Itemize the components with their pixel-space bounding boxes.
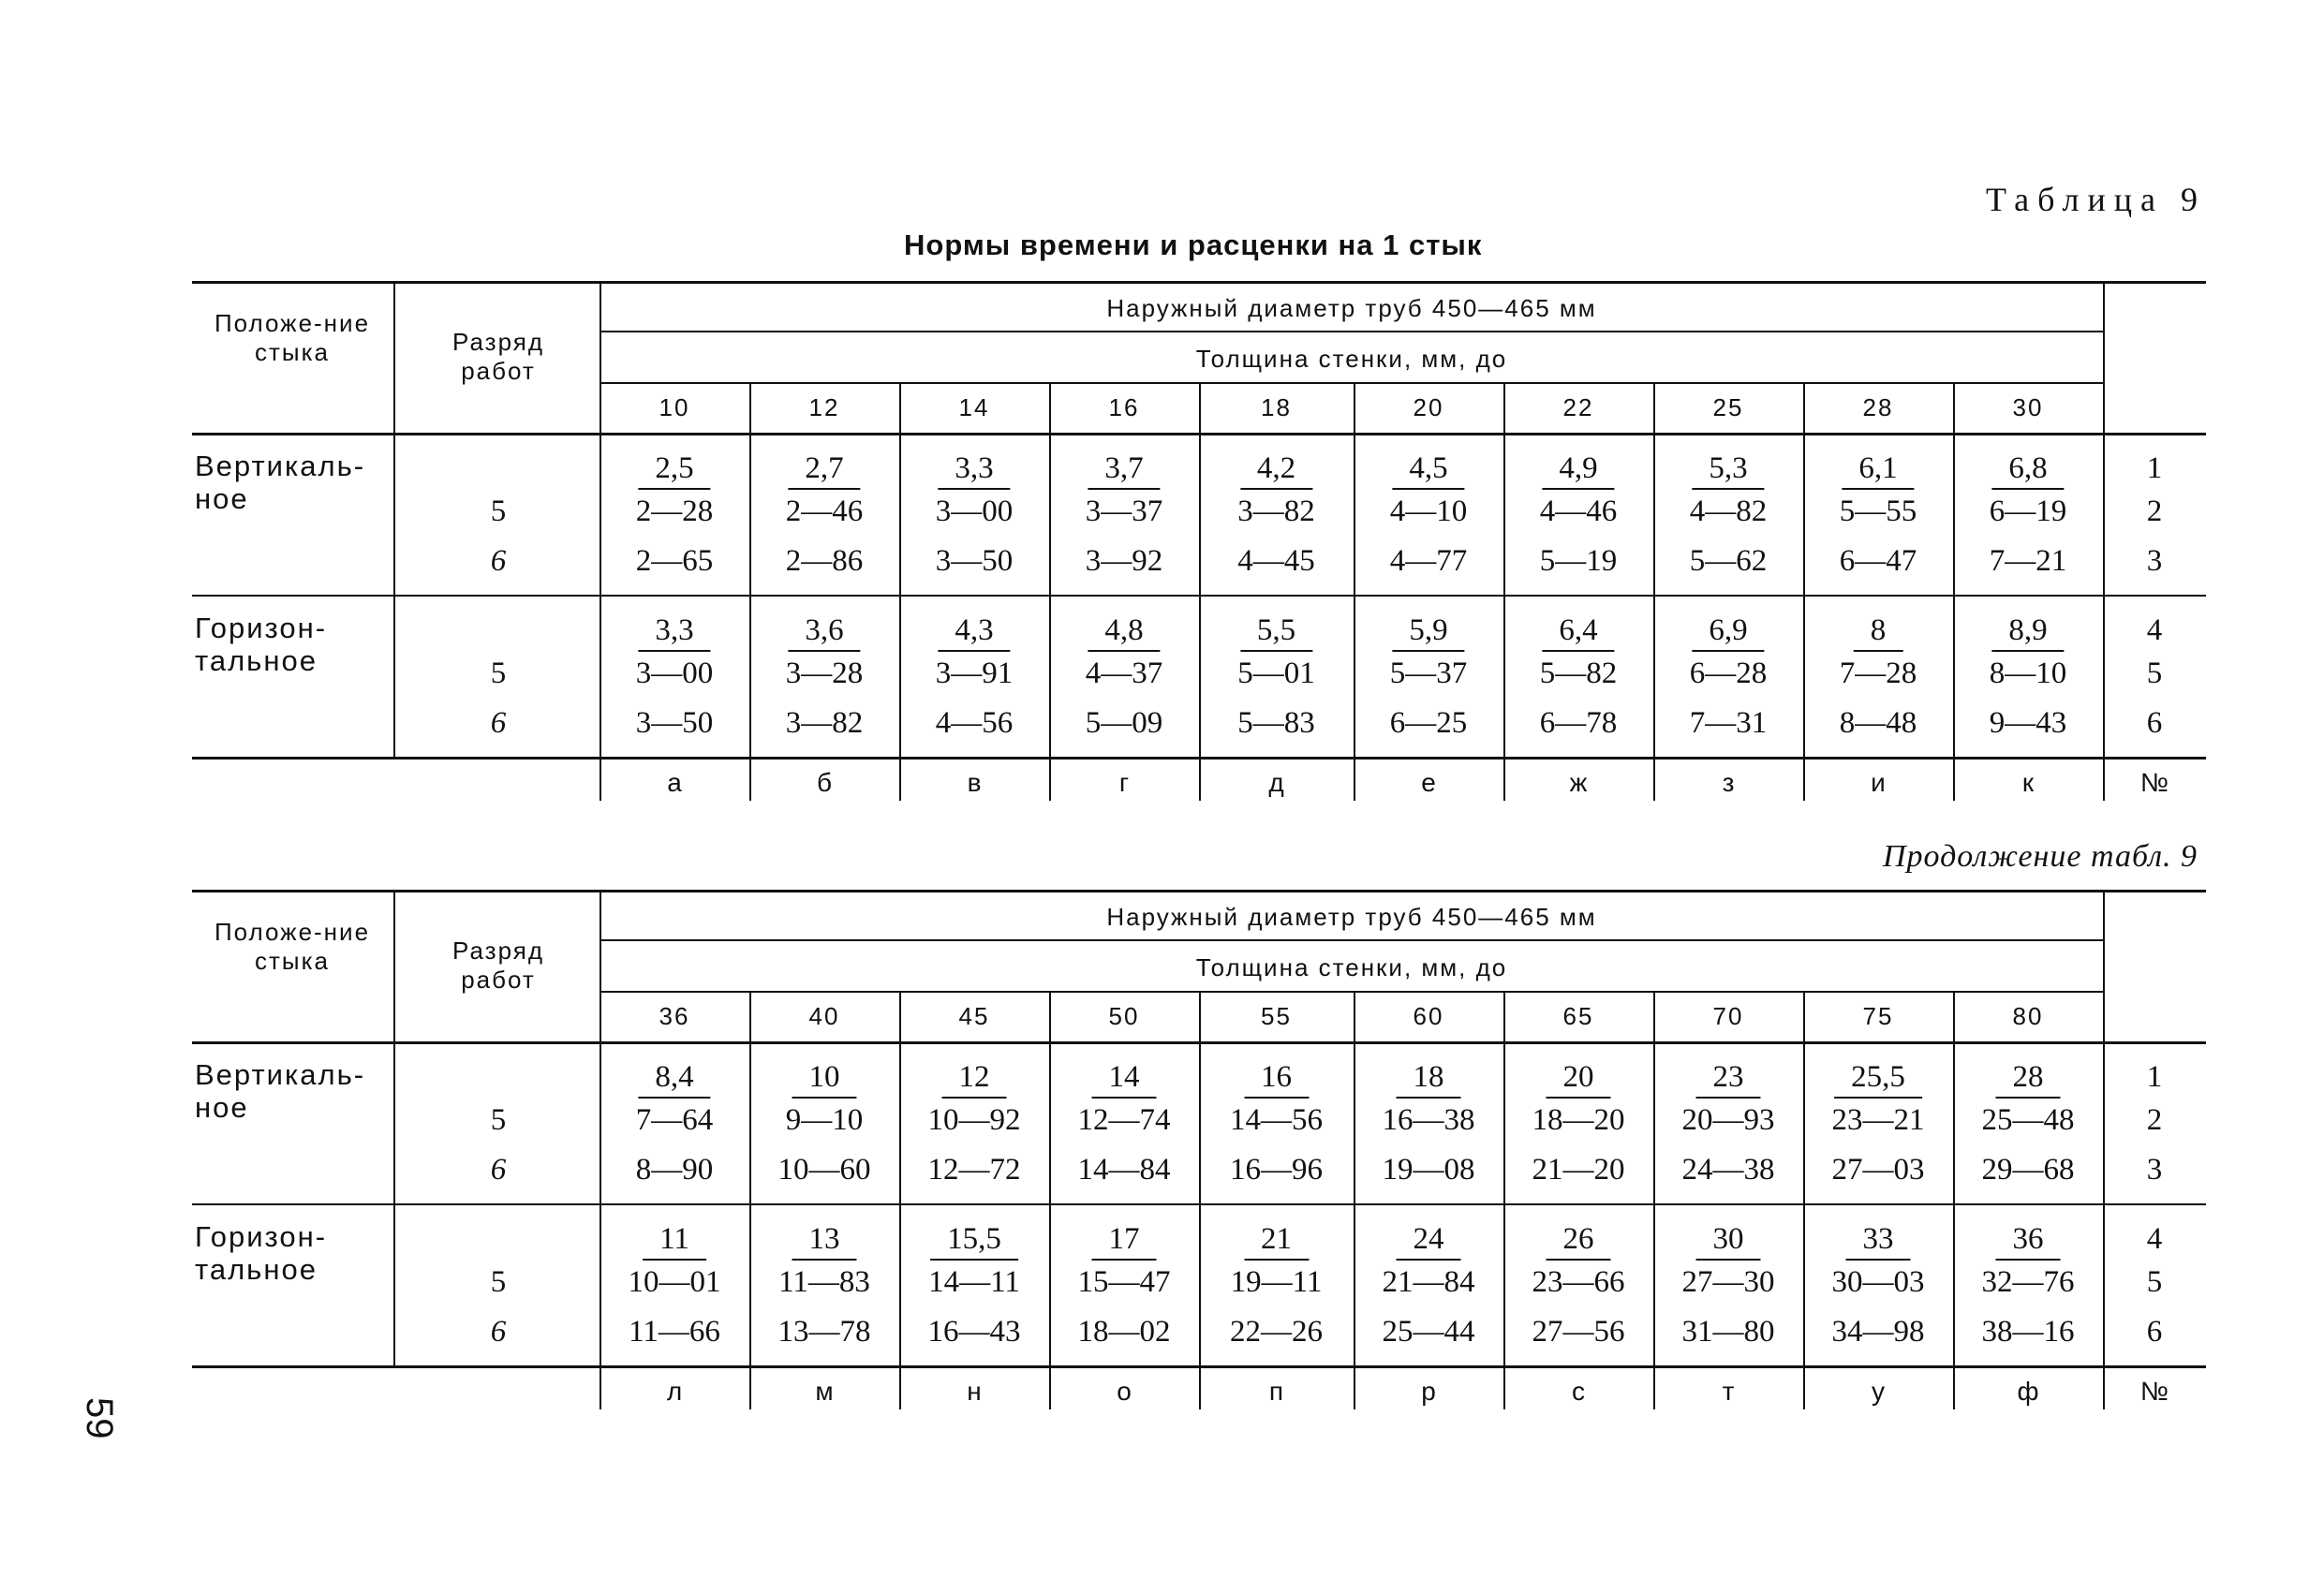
rule-line: [899, 433, 901, 801]
rate-grade-6: 2—86: [785, 544, 864, 578]
rule-line: [1503, 1041, 1505, 1409]
time-norm: 6,1: [1842, 451, 1914, 490]
rate-grade-5: 30—03: [1831, 1265, 1925, 1299]
thickness-value: 65: [1562, 1002, 1594, 1030]
rule-line: [1653, 382, 1655, 433]
thickness-value: 22: [1562, 393, 1594, 421]
rate-grade-6: 29—68: [1981, 1153, 2075, 1187]
rule-line: [1199, 1041, 1201, 1409]
rule-line: [1503, 991, 1505, 1041]
rule-line: [749, 433, 751, 801]
rate-grade-5: 3—00: [935, 494, 1014, 528]
grade-value: 6: [490, 1315, 507, 1349]
column-letter: г: [1118, 768, 1130, 797]
rate-grade-5: 14—56: [1230, 1103, 1323, 1137]
rule-line: [1653, 1041, 1655, 1409]
position-label: Вертикаль-ное: [195, 450, 366, 515]
rate-grade-6: 10—60: [777, 1153, 871, 1187]
time-norm: 20: [1547, 1060, 1611, 1099]
thickness-value: 18: [1261, 393, 1292, 421]
rate-grade-6: 16—96: [1230, 1153, 1323, 1187]
rule-line: [1049, 991, 1051, 1041]
grade-value: 6: [490, 544, 507, 578]
rule-line: [1354, 433, 1355, 801]
time-norm: 4,2: [1240, 451, 1312, 490]
grade-value: 5: [490, 1265, 507, 1299]
rule-line: [1503, 382, 1505, 433]
grade-value: 6: [490, 706, 507, 740]
table-label: Таблица 9: [1986, 181, 2206, 218]
rate-grade-5: 5—01: [1237, 656, 1315, 690]
rate-grade-5: 20—93: [1681, 1103, 1775, 1137]
time-norm: 14: [1092, 1060, 1157, 1099]
rule-line: [1503, 433, 1505, 801]
time-norm: 25,5: [1834, 1060, 1922, 1099]
rate-grade-5: 6—28: [1689, 656, 1768, 690]
rule-line: [393, 281, 395, 757]
norms-table-2: [0, 890, 2324, 1414]
rule-line: [600, 281, 601, 801]
rule-line: [1049, 1041, 1051, 1409]
time-norm: 11: [643, 1222, 706, 1261]
time-norm: 17: [1092, 1222, 1157, 1261]
rule-line: [1803, 1041, 1805, 1409]
time-norm: 21: [1244, 1222, 1309, 1261]
time-norm: 8,4: [638, 1060, 710, 1099]
rate-grade-6: 19—08: [1382, 1153, 1475, 1187]
time-norm: 10: [792, 1060, 857, 1099]
time-norm: 33: [1846, 1222, 1911, 1261]
grade-value: 6: [490, 1153, 507, 1187]
column-letter: е: [1421, 768, 1436, 797]
rate-grade-6: 6—78: [1539, 706, 1618, 740]
column-letter: ж: [1569, 768, 1588, 797]
rule-line: [600, 382, 2103, 384]
time-norm: 4,5: [1392, 451, 1464, 490]
number-column-label: №: [2139, 1377, 2169, 1406]
rate-grade-5: 27—30: [1681, 1265, 1775, 1299]
rule-line: [1803, 433, 1805, 801]
rate-grade-6: 21—20: [1532, 1153, 1625, 1187]
row-number: 6: [2146, 706, 2163, 740]
rate-grade-6: 11—66: [629, 1315, 720, 1349]
column-letter: р: [1421, 1377, 1436, 1406]
rate-grade-6: 9—43: [1989, 706, 2067, 740]
rate-grade-5: 23—21: [1831, 1103, 1925, 1137]
rate-grade-6: 4—56: [935, 706, 1014, 740]
thickness-header: Толщина стенки, мм, до: [1195, 345, 1508, 373]
thickness-value: 30: [2012, 393, 2044, 421]
rule-line: [600, 890, 601, 1409]
time-norm: 13: [792, 1222, 857, 1261]
rate-grade-5: 21—84: [1382, 1265, 1475, 1299]
column-letter: н: [967, 1377, 982, 1406]
time-norm: 4,9: [1542, 451, 1614, 490]
position-label: Горизон-тальное: [195, 1220, 328, 1286]
rate-grade-6: 34—98: [1831, 1315, 1925, 1349]
rule-line: [749, 1041, 751, 1409]
rate-grade-5: 11—83: [778, 1265, 870, 1299]
column-letter: ф: [2017, 1377, 2039, 1406]
rate-grade-5: 12—74: [1077, 1103, 1171, 1137]
rate-grade-5: 6—19: [1989, 494, 2067, 528]
thickness-value: 28: [1862, 393, 1894, 421]
rate-grade-6: 5—62: [1689, 544, 1768, 578]
time-norm: 30: [1696, 1222, 1761, 1261]
time-norm: 6,8: [1991, 451, 2064, 490]
rate-grade-5: 3—82: [1237, 494, 1315, 528]
row-number: 5: [2146, 1265, 2163, 1299]
thickness-value: 50: [1108, 1002, 1140, 1030]
time-norm: 24: [1397, 1222, 1461, 1261]
time-norm: 16: [1244, 1060, 1309, 1099]
rate-grade-6: 5—09: [1085, 706, 1163, 740]
thickness-value: 12: [808, 393, 840, 421]
rule-line: [192, 281, 2206, 284]
column-letter: а: [667, 768, 682, 797]
rate-grade-5: 3—00: [635, 656, 714, 690]
continuation-label: Продолжение табл. 9: [1883, 839, 2198, 874]
rate-grade-5: 32—76: [1981, 1265, 2075, 1299]
thickness-value: 55: [1261, 1002, 1292, 1030]
rate-grade-6: 7—31: [1689, 706, 1768, 740]
rate-grade-6: 18—02: [1077, 1315, 1171, 1349]
time-norm: 6,4: [1542, 613, 1614, 652]
rate-grade-6: 2—65: [635, 544, 714, 578]
rule-line: [1199, 433, 1201, 801]
rate-grade-5: 14—11: [928, 1265, 1020, 1299]
thickness-value: 25: [1712, 393, 1744, 421]
row-number: 2: [2146, 494, 2163, 528]
rate-grade-5: 10—01: [628, 1265, 721, 1299]
rule-line: [1653, 991, 1655, 1041]
row-number: 3: [2146, 544, 2163, 578]
time-norm: 8: [1854, 613, 1903, 652]
rate-grade-5: 4—46: [1539, 494, 1618, 528]
position-label: Горизон-тальное: [195, 612, 328, 677]
rule-line: [1049, 433, 1051, 801]
rule-line: [899, 1041, 901, 1409]
time-norm: 2,7: [788, 451, 860, 490]
thickness-value: 45: [958, 1002, 990, 1030]
rate-grade-5: 3—28: [785, 656, 864, 690]
position-header: Положе-ние стыка: [214, 309, 371, 366]
thickness-value: 80: [2012, 1002, 2044, 1030]
column-letter: п: [1268, 1377, 1284, 1406]
row-number: 2: [2146, 1103, 2163, 1137]
rate-grade-6: 3—92: [1085, 544, 1163, 578]
rate-grade-6: 4—45: [1237, 544, 1315, 578]
row-number: 5: [2146, 656, 2163, 690]
thickness-value: 75: [1862, 1002, 1894, 1030]
column-letter: з: [1722, 768, 1735, 797]
rule-line: [1199, 991, 1201, 1041]
rate-grade-5: 5—82: [1539, 656, 1618, 690]
column-letter: б: [816, 768, 833, 797]
thickness-value: 16: [1108, 393, 1140, 421]
rate-grade-6: 25—44: [1382, 1315, 1475, 1349]
thickness-value: 60: [1413, 1002, 1444, 1030]
position-label: Вертикаль-ное: [195, 1058, 366, 1124]
page-number: 59: [79, 1397, 120, 1439]
column-letter: у: [1872, 1377, 1885, 1406]
rule-line: [1354, 382, 1355, 433]
thickness-value: 20: [1413, 393, 1444, 421]
rate-grade-5: 5—37: [1389, 656, 1468, 690]
rate-grade-6: 22—26: [1230, 1315, 1323, 1349]
column-letter: в: [967, 768, 982, 797]
rate-grade-6: 12—72: [927, 1153, 1021, 1187]
rate-grade-5: 18—20: [1532, 1103, 1625, 1137]
rate-grade-6: 3—50: [935, 544, 1014, 578]
rate-grade-5: 5—55: [1839, 494, 1917, 528]
rule-line: [899, 991, 901, 1041]
time-norm: 8,9: [1991, 613, 2064, 652]
rate-grade-5: 3—91: [935, 656, 1014, 690]
row-number: 3: [2146, 1153, 2163, 1187]
rate-grade-5: 4—10: [1389, 494, 1468, 528]
time-norm: 5,9: [1392, 613, 1464, 652]
rule-line: [1953, 991, 1955, 1041]
time-norm: 3,7: [1088, 451, 1160, 490]
rate-grade-6: 3—82: [785, 706, 864, 740]
rule-line: [600, 991, 2103, 993]
rule-line: [749, 991, 751, 1041]
diameter-header: Наружный диаметр труб 450—465 мм: [1106, 903, 1597, 931]
rule-line: [1049, 382, 1051, 433]
time-norm: 18: [1397, 1060, 1461, 1099]
number-column-label: №: [2139, 768, 2169, 797]
time-norm: 3,3: [938, 451, 1010, 490]
row-number: 4: [2146, 613, 2163, 647]
thickness-value: 10: [659, 393, 690, 421]
rate-grade-6: 6—25: [1389, 706, 1468, 740]
rate-grade-5: 23—66: [1532, 1265, 1625, 1299]
rate-grade-6: 7—21: [1989, 544, 2067, 578]
rule-line: [2103, 281, 2105, 801]
grade-header: Разряд работ: [452, 328, 544, 385]
column-letter: и: [1871, 768, 1886, 797]
time-norm: 12: [942, 1060, 1007, 1099]
rate-grade-6: 27—03: [1831, 1153, 1925, 1187]
rate-grade-6: 16—43: [927, 1315, 1021, 1349]
rate-grade-6: 6—47: [1839, 544, 1917, 578]
rate-grade-6: 5—83: [1237, 706, 1315, 740]
row-number: 4: [2146, 1222, 2163, 1256]
rule-line: [393, 890, 395, 1365]
column-letter: л: [666, 1377, 683, 1406]
rate-grade-6: 8—90: [635, 1153, 714, 1187]
rate-grade-5: 8—10: [1989, 656, 2067, 690]
rule-line: [1354, 1041, 1355, 1409]
time-norm: 2,5: [638, 451, 710, 490]
time-norm: 15,5: [930, 1222, 1018, 1261]
rule-line: [899, 382, 901, 433]
rule-line: [1953, 382, 1955, 433]
thickness-header: Толщина стенки, мм, до: [1195, 953, 1508, 981]
time-norm: 26: [1547, 1222, 1611, 1261]
grade-value: 5: [490, 494, 507, 528]
rule-line: [1653, 433, 1655, 801]
rate-grade-6: 4—77: [1389, 544, 1468, 578]
rule-line: [1953, 1041, 1955, 1409]
thickness-value: 14: [958, 393, 990, 421]
rule-line: [600, 939, 2103, 941]
rate-grade-6: 24—38: [1681, 1153, 1775, 1187]
column-letter: м: [815, 1377, 834, 1406]
time-norm: 5,5: [1240, 613, 1312, 652]
rule-line: [1354, 991, 1355, 1041]
rate-grade-6: 27—56: [1532, 1315, 1625, 1349]
rule-line: [1199, 382, 1201, 433]
row-number: 1: [2146, 451, 2163, 485]
time-norm: 6,9: [1692, 613, 1764, 652]
position-header: Положе-ние стыка: [214, 918, 371, 975]
rule-line: [1803, 991, 1805, 1041]
rate-grade-6: 31—80: [1681, 1315, 1775, 1349]
rate-grade-5: 15—47: [1077, 1265, 1171, 1299]
diameter-header: Наружный диаметр труб 450—465 мм: [1106, 294, 1597, 322]
rule-line: [2103, 890, 2105, 1409]
rate-grade-6: 5—19: [1539, 544, 1618, 578]
rate-grade-5: 3—37: [1085, 494, 1163, 528]
column-letter: т: [1722, 1377, 1735, 1406]
rate-grade-6: 3—50: [635, 706, 714, 740]
rate-grade-5: 2—46: [785, 494, 864, 528]
time-norm: 3,6: [788, 613, 860, 652]
rule-line: [749, 382, 751, 433]
time-norm: 3,3: [638, 613, 710, 652]
rate-grade-5: 19—11: [1230, 1265, 1323, 1299]
rate-grade-5: 7—28: [1839, 656, 1917, 690]
rate-grade-6: 38—16: [1981, 1315, 2075, 1349]
rule-line: [1803, 382, 1805, 433]
grade-value: 5: [490, 1103, 507, 1137]
row-number: 1: [2146, 1060, 2163, 1094]
rate-grade-5: 16—38: [1382, 1103, 1475, 1137]
rule-line: [600, 331, 2103, 332]
grade-header: Разряд работ: [452, 937, 544, 994]
time-norm: 4,3: [938, 613, 1010, 652]
column-letter: с: [1572, 1377, 1585, 1406]
rule-line: [1953, 433, 1955, 801]
time-norm: 4,8: [1088, 613, 1160, 652]
time-norm: 23: [1696, 1060, 1761, 1099]
rule-line: [192, 890, 2206, 892]
thickness-value: 40: [808, 1002, 840, 1030]
time-norm: 36: [1996, 1222, 2061, 1261]
rate-grade-5: 4—82: [1689, 494, 1768, 528]
column-letter: д: [1268, 768, 1284, 797]
column-letter: о: [1117, 1377, 1132, 1406]
rate-grade-5: 10—92: [927, 1103, 1021, 1137]
rate-grade-5: 2—28: [635, 494, 714, 528]
rate-grade-5: 7—64: [635, 1103, 714, 1137]
table-title: Нормы времени и расценки на 1 стык: [904, 229, 1483, 261]
rate-grade-6: 14—84: [1077, 1153, 1171, 1187]
grade-value: 5: [490, 656, 507, 690]
norms-table-1: [0, 281, 2324, 805]
time-norm: 5,3: [1692, 451, 1764, 490]
thickness-value: 36: [659, 1002, 690, 1030]
row-number: 6: [2146, 1315, 2163, 1349]
rate-grade-6: 13—78: [777, 1315, 871, 1349]
thickness-value: 70: [1712, 1002, 1744, 1030]
rate-grade-5: 25—48: [1981, 1103, 2075, 1137]
rate-grade-6: 8—48: [1839, 706, 1917, 740]
rate-grade-5: 4—37: [1085, 656, 1163, 690]
rate-grade-5: 9—10: [785, 1103, 864, 1137]
column-letter: к: [2021, 768, 2035, 797]
time-norm: 28: [1996, 1060, 2061, 1099]
